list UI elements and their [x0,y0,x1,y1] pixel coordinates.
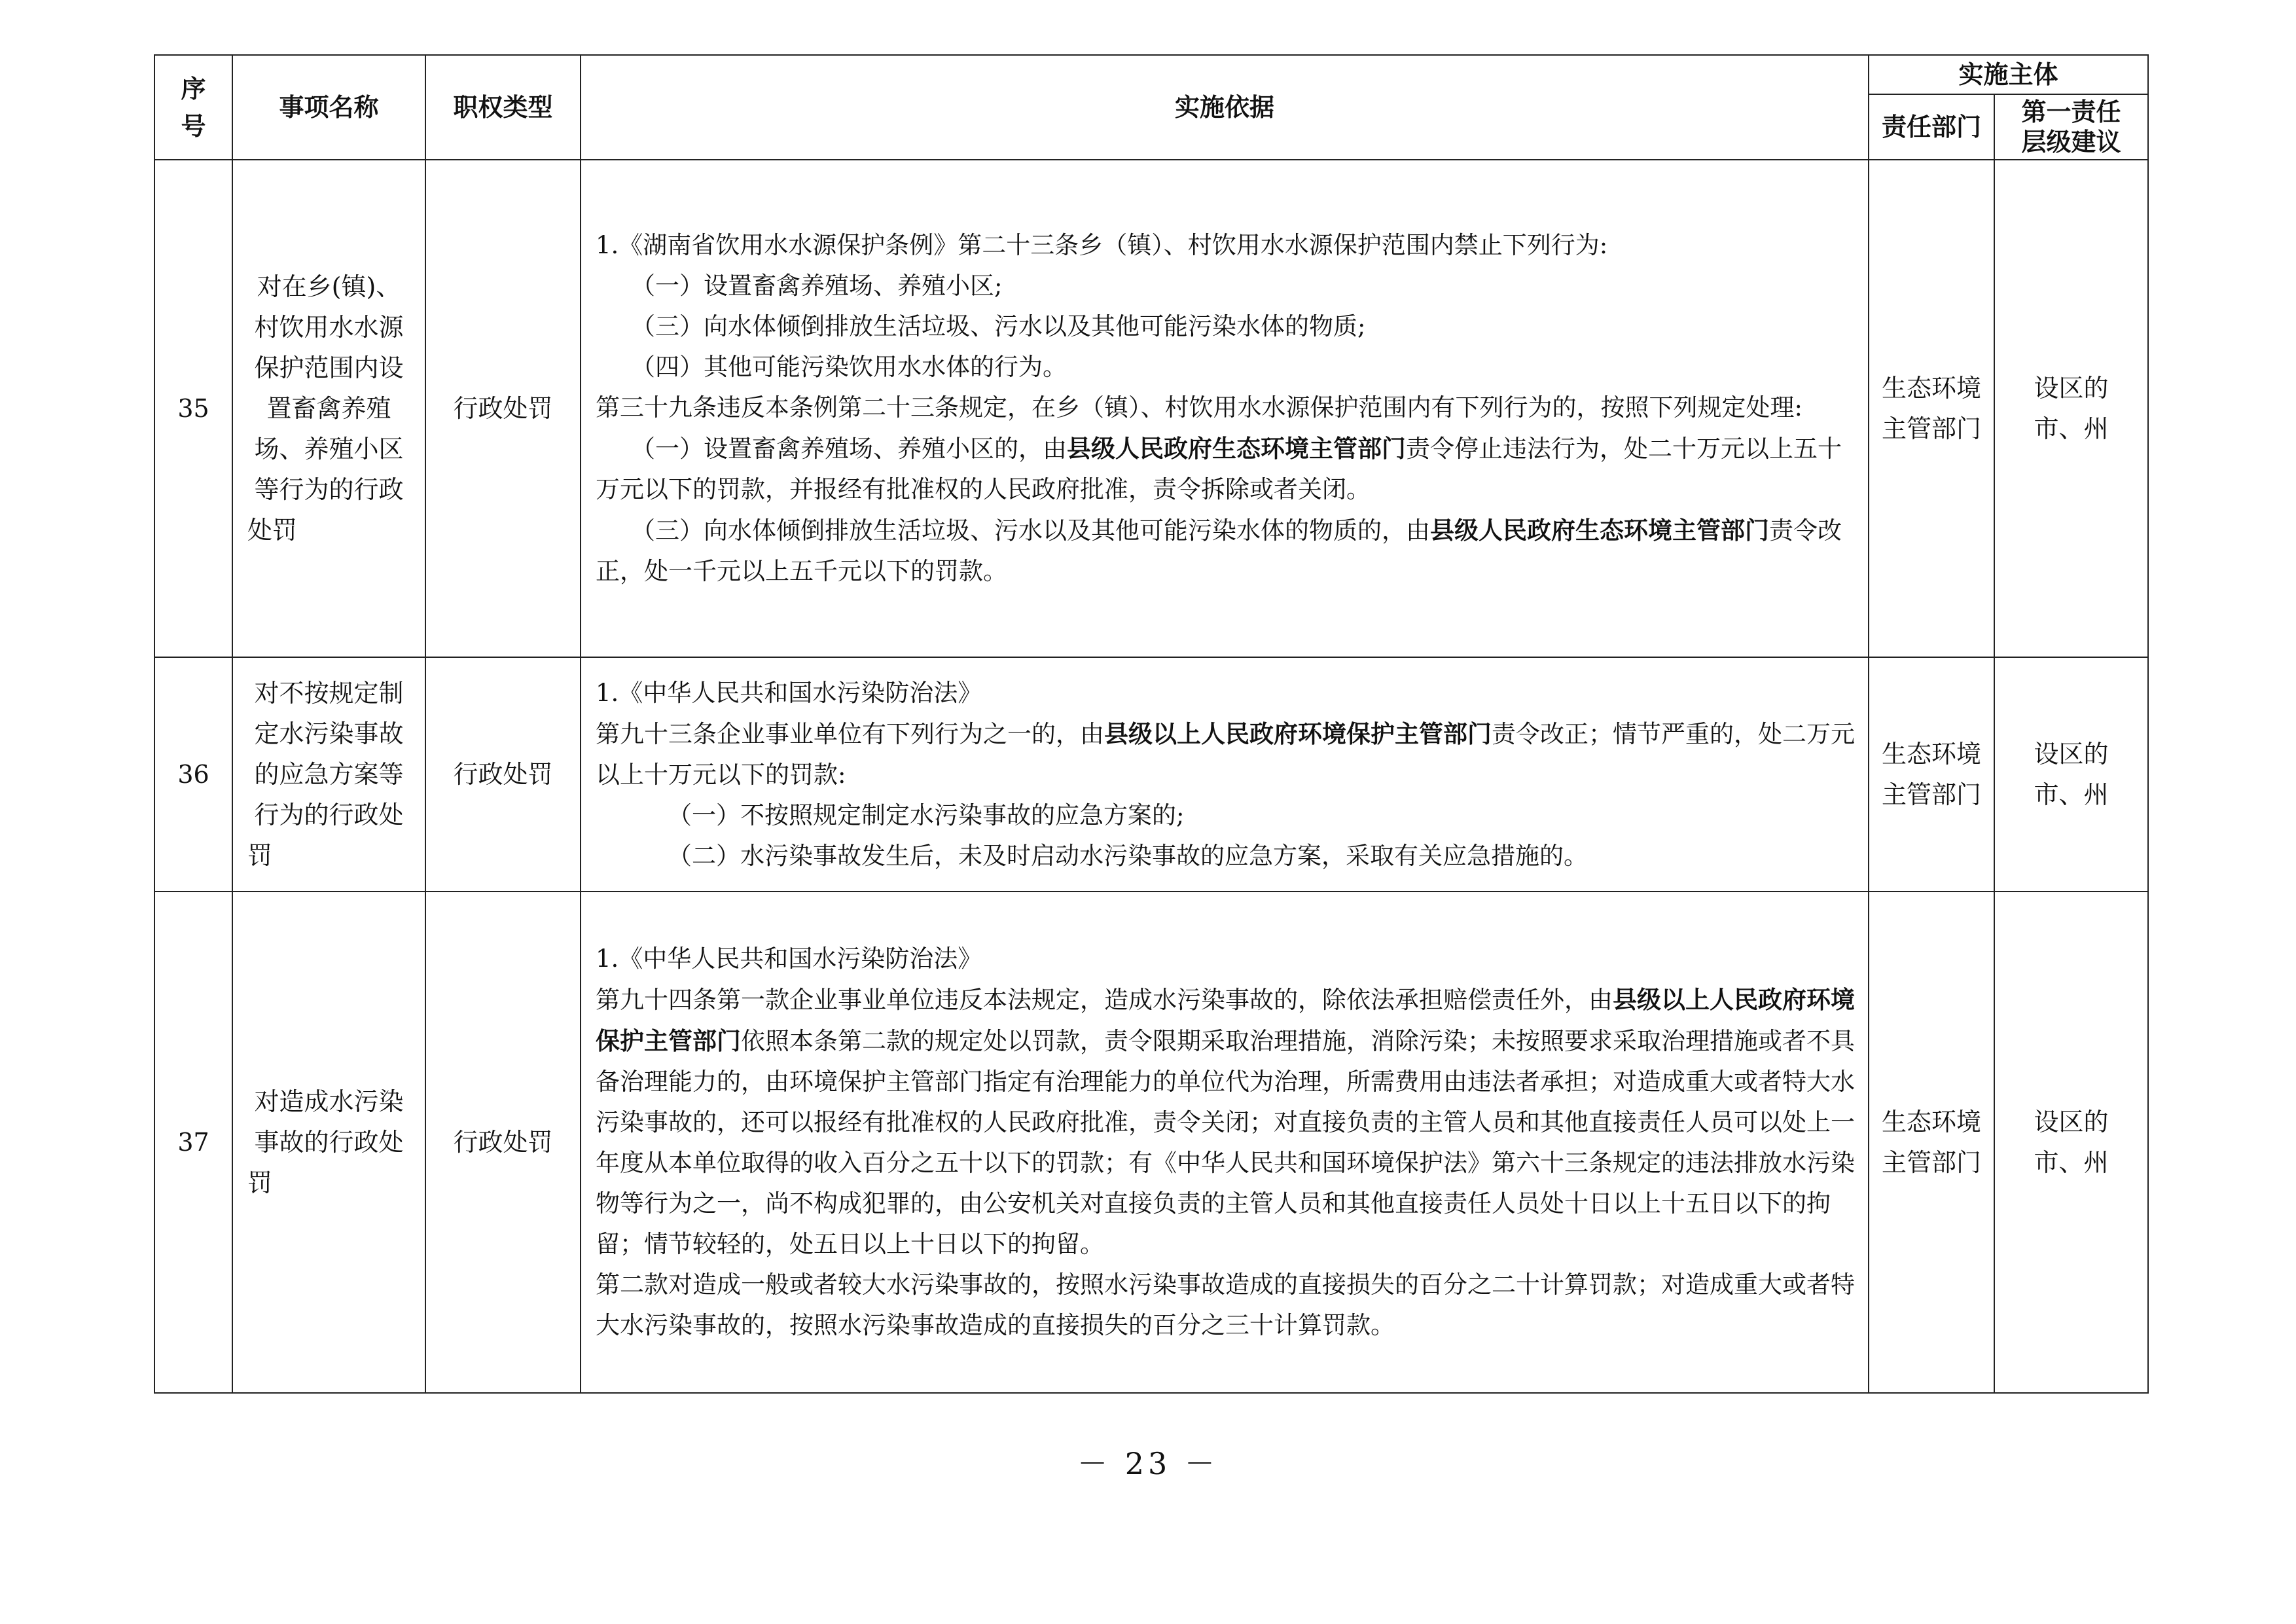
responsible-dept: 生态环境主管部门 [1869,160,1994,657]
responsible-authority-bold: 县级以上人民政府环境保护主管部门 [596,985,1855,1055]
responsibility-level: 设区的市、州 [1994,892,2148,1393]
header-dept: 责任部门 [1869,94,1994,160]
basis-text: 责令停止违法行为，处二十万元以上五十万元以下的罚款，并报经有批准权的人民政府批准，责令拆除或者关闭。 [596,435,1842,503]
implementation-basis [581,160,1869,657]
basis-text: （一）设置畜禽养殖场、养殖小区的，由 [631,435,1067,463]
authority-type: 行政处罚 [425,160,581,657]
header-name: 事项名称 [232,55,425,160]
basis-text: 第二款对造成一般或者较大水污染事故的，按照水污染事故造成的直接损失的百分之二十计算罚款；对造成重大或者特大水污染事故的，按照水污染事故造成的直接损失的百分之三十计算罚款。 [596,1271,1855,1339]
page-number: － 23 － [1077,1446,1219,1481]
basis-text: 1.《中华人民共和国水污染防治法》 [596,945,982,973]
basis-text: 第九十四条第一款企业事业单位违反本法规定，造成水污染事故的，除依法承担赔偿责任外，由 [596,986,1613,1014]
basis-paragraph [596,836,1856,876]
basis-text: （三）向水体倾倒排放生活垃圾、污水以及其他可能污染水体的物质的，由 [631,516,1430,545]
basis-paragraph [596,713,1856,795]
header-basis: 实施依据 [581,55,1869,160]
responsible-authority-bold: 县级人民政府生态环境主管部门 [1430,516,1769,545]
basis-text: （四）其他可能污染饮用水水体的行为。 [631,353,1067,381]
basis-paragraph [596,939,1856,979]
basis-paragraph [596,979,1856,1265]
basis-text: （三）向水体倾倒排放生活垃圾、污水以及其他可能污染水体的物质; [631,312,1366,340]
authority-list-table [154,54,2149,1394]
authority-type: 行政处罚 [425,892,581,1393]
header-no: 序号 [154,55,232,160]
basis-paragraph [596,428,1856,510]
basis-text: 第九十三条企业事业单位有下列行为之一的，由 [596,719,1104,748]
header-level: 第一责任层级建议 [1994,94,2148,160]
responsibility-level: 设区的市、州 [1994,657,2148,892]
header-subject: 实施主体 [1869,55,2148,94]
basis-paragraph [596,1265,1856,1346]
basis-text: （二）水污染事故发生后，未及时启动水污染事故的应急方案，采取有关应急措施的。 [668,841,1588,870]
responsible-dept: 生态环境主管部门 [1869,892,1994,1393]
item-name: 对在乡(镇)、村饮用水水源保护范围内设置畜禽养殖场、养殖小区等行为的行政处罚 [232,160,425,657]
basis-text: 1.《湖南省饮用水水源保护条例》第二十三条乡（镇）、村饮用水水源保护范围内禁止下列行为: [596,231,1608,259]
basis-text: 责令改正；情节严重的，处二万元以上十万元以下的罚款: [596,719,1855,789]
basis-paragraph [596,388,1856,428]
basis-paragraph [596,306,1856,347]
authority-type: 行政处罚 [425,657,581,892]
implementation-basis [581,892,1869,1393]
header-type: 职权类型 [425,55,581,160]
basis-text: （一）设置畜禽养殖场、养殖小区; [631,272,1003,300]
row-number: 35 [154,160,232,657]
basis-paragraph [596,225,1856,266]
responsible-authority-bold: 县级以上人民政府环境保护主管部门 [1104,719,1492,748]
responsible-dept: 生态环境主管部门 [1869,657,1994,892]
item-name: 对不按规定制定水污染事故的应急方案等行为的行政处罚 [232,657,425,892]
basis-paragraph [596,673,1856,713]
basis-text: 责令改正，处一千元以上五千元以下的罚款。 [596,516,1842,585]
basis-text: 1.《中华人民共和国水污染防治法》 [596,678,982,707]
basis-text: （一）不按照规定制定水污染事故的应急方案的; [668,801,1185,829]
row-number: 37 [154,892,232,1393]
responsibility-level: 设区的市、州 [1994,160,2148,657]
responsible-authority-bold: 县级人民政府生态环境主管部门 [1067,434,1406,463]
basis-paragraph [596,266,1856,306]
table-body [154,160,2148,1393]
table-row [154,892,2148,1393]
table-header [154,55,2148,160]
basis-paragraph [596,795,1856,836]
table-row [154,657,2148,892]
implementation-basis [581,657,1869,892]
item-name: 对造成水污染事故的行政处罚 [232,892,425,1393]
basis-text: 第三十九条违反本条例第二十三条规定，在乡（镇）、村饮用水水源保护范围内有下列行为的，按照下列规定处理: [596,393,1803,422]
basis-paragraph [596,510,1856,592]
table-row [154,160,2148,657]
row-number: 36 [154,657,232,892]
basis-paragraph [596,347,1856,388]
basis-text: 依照本条第二款的规定处以罚款，责令限期采取治理措施，消除污染；未按照要求采取治理措施或者不具备治理能力的，由环境保护主管部门指定有治理能力的单位代为治理，所需费用由违法者承担；对造成重大或者特大水污染事故的，还可以报经有批准权的人民政府批准，责令关闭；对直接负责的主管人员和其他直接责任人员可以处上一年度从本单位取得的收入百分之五十以下的罚款；有《中华人民共和国环境保护法》第六十三条规定的违法排放水污染物等行为之一，尚不构成犯罪的，由公安机关对直接负责的主管人员和其他直接责任人员处十日以上十五日以下的拘留；情节较轻的，处五日以上十日以下的拘留。 [596,1027,1855,1258]
